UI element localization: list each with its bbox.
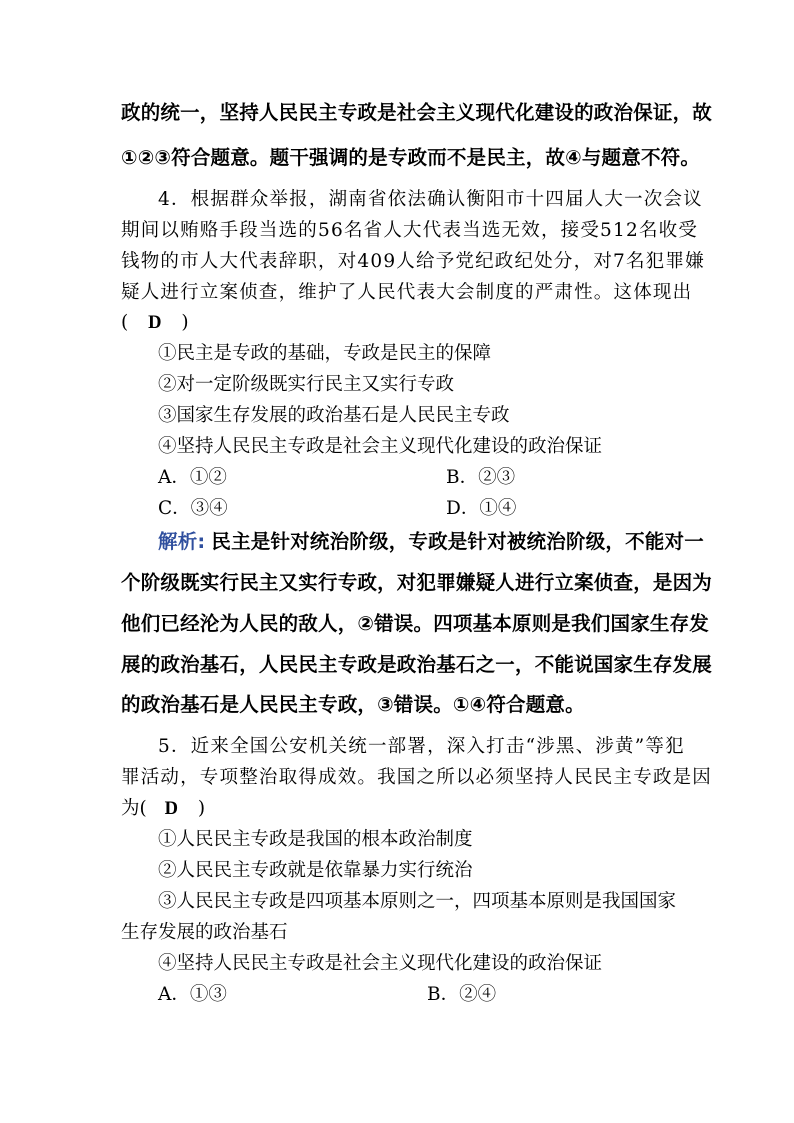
option-label: B． [427, 984, 460, 1005]
q4-statement: ②对一定阶级既实行民主又实行专政 [158, 374, 455, 395]
option-label: A． [158, 984, 190, 1005]
q5-answer-line [121, 797, 205, 821]
answer-paren-close: ) [181, 312, 189, 333]
q5-option-a [158, 983, 227, 1007]
q4-answer-line [121, 311, 189, 335]
option-text: ②③ [478, 467, 516, 488]
option-text: ①② [189, 467, 227, 488]
q5-statement: ①人民民主专政是我国的根本政治制度 [158, 829, 473, 850]
q4-analysis-line: 个阶级既实行民主又实行专政，对犯罪嫌疑人进行立案侦查，是因为 [121, 571, 713, 594]
option-label: A． [158, 467, 190, 488]
q4-answer: D [148, 313, 162, 333]
q5-stem-last: 为( [121, 798, 147, 819]
analysis-label: 解析: [158, 530, 206, 553]
option-label: D． [446, 498, 480, 519]
q4-stem-line: 期间以贿赂手段当选的56名省人大代表当选无效，接受512名收受 [121, 220, 699, 241]
q4-stem-line: 钱物的市人大代表辞职，对409人给予党纪政纪处分，对7名犯罪嫌 [121, 251, 705, 272]
q5-statement: ②人民民主专政就是依靠暴力实行统治 [158, 860, 473, 881]
q5-answer: D [164, 799, 178, 819]
option-text: ①④ [479, 498, 517, 519]
q5-option-b [427, 983, 496, 1007]
q4-stem-line: 疑人进行立案侦查，维护了人民代表大会制度的严肃性。这体现出 [121, 282, 693, 303]
q4-option-c [158, 497, 228, 521]
answer-paren-open: ( [121, 312, 129, 333]
q5-statement: ③人民民主专政是四项基本原则之一，四项基本原则是我国国家 [158, 891, 677, 912]
option-label: C． [158, 498, 191, 519]
q4-statement: ③国家生存发展的政治基石是人民民主专政 [158, 405, 510, 426]
option-text: ③④ [190, 498, 228, 519]
q4-analysis-line [158, 530, 704, 554]
q4-analysis-line: 的政治基石是人民民主专政，③错误。①④符合题意。 [121, 693, 585, 716]
q4-stem-line: 4．根据群众举报，湖南省依法确认衡阳市十四届人大一次会议 [158, 189, 703, 210]
q4-analysis-line: 展的政治基石，人民民主专政是政治基石之一，不能说国家生存发展 [121, 653, 713, 676]
q4-option-a [158, 466, 227, 490]
q4-statement: ①民主是专政的基础，专政是民主的保障 [158, 343, 492, 364]
q5-stem-line: 罪活动，专项整治取得成效。我国之所以必须坚持人民民主专政是因 [121, 767, 713, 788]
analysis-text: 民主是针对统治阶级，专政是针对被统治阶级，不能对一 [211, 530, 704, 553]
q4-option-d [446, 497, 516, 521]
q5-stem-line: 5．近来全国公安机关统一部署，深入打击“涉黑、涉黄”等犯 [158, 736, 685, 757]
q4-statement: ④坚持人民民主专政是社会主义现代化建设的政治保证 [158, 436, 603, 457]
q4-option-b [446, 466, 515, 490]
prev-analysis-line: ①②③符合题意。题干强调的是专政而不是民主，故④与题意不符。 [121, 146, 701, 169]
q4-analysis-line: 他们已经沦为人民的敌人，②错误。四项基本原则是我们国家生存发 [121, 612, 710, 635]
answer-paren-close: ) [197, 798, 206, 819]
option-text: ②④ [459, 984, 497, 1005]
option-label: B． [446, 467, 479, 488]
q5-statement: ④坚持人民民主专政是社会主义现代化建设的政治保证 [158, 953, 603, 974]
option-text: ①③ [189, 984, 227, 1005]
prev-analysis-line: 政的统一，坚持人民民主专政是社会主义现代化建设的政治保证，故 [121, 101, 713, 124]
q5-statement: 生存发展的政治基石 [121, 922, 288, 943]
